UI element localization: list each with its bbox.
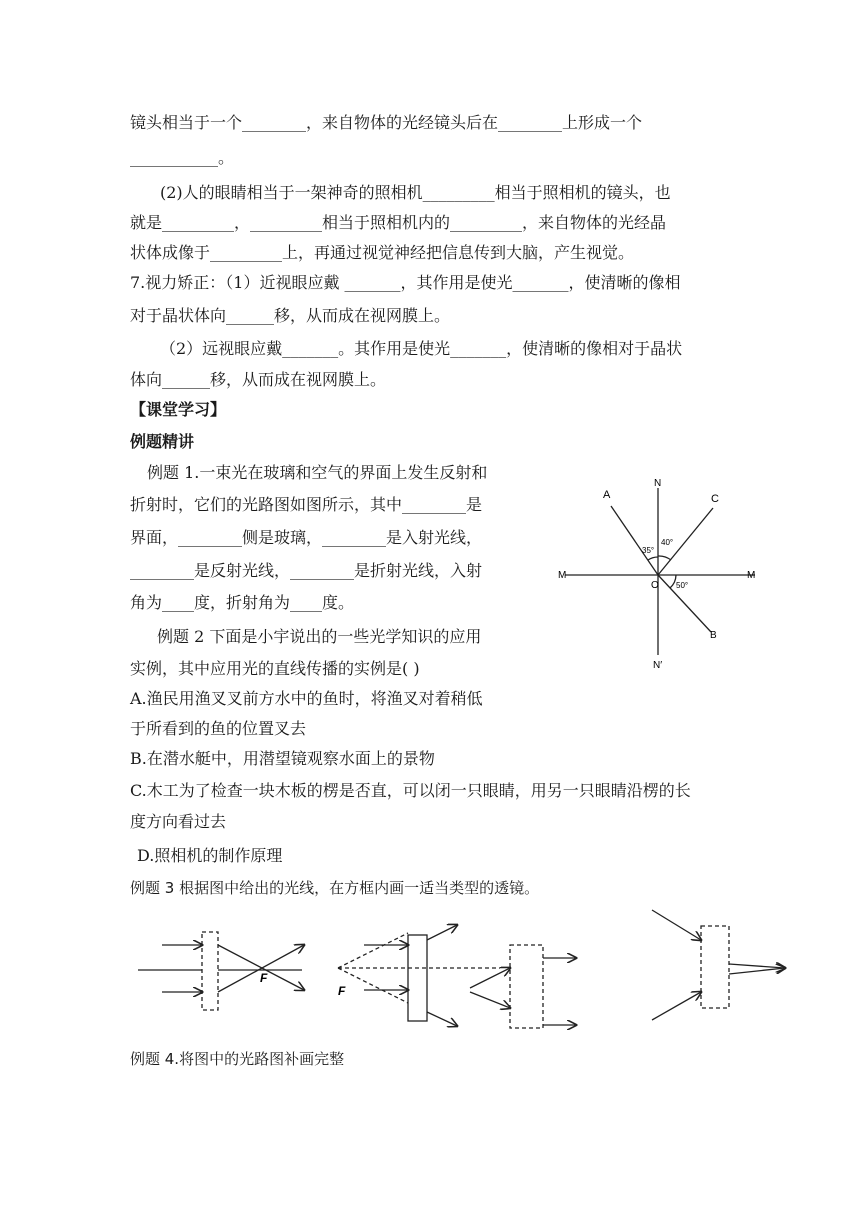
lens-box-4 [701, 926, 729, 1008]
angle-arc [648, 557, 658, 560]
ray [338, 933, 408, 968]
option-c: C.木工为了检查一块木板的楞是否直，可以闭一只眼睛，用另一只眼睛沿楞的长 [130, 781, 691, 800]
incident-ray [611, 506, 658, 575]
text-line: 状体成像于_________上，再通过视觉神经把信息传到大脑，产生视觉。 [130, 243, 635, 262]
ray [338, 968, 408, 1003]
option-d: D.照相机的制作原理 [137, 846, 283, 865]
label-m-left: M [558, 570, 567, 581]
text-line: (2)人的眼睛相当于一架神奇的照相机_________相当于照相机的镜头，也 [160, 183, 671, 202]
section-heading: 【课堂学习】 [130, 400, 227, 419]
text-line: 界面，________侧是玻璃，________是入射光线， [130, 528, 483, 547]
text-line: 例题 2 下面是小宇说出的一些光学知识的应用 [157, 627, 482, 646]
angle-arc [658, 556, 671, 560]
text-line: （2）远视眼应戴_______。其作用是使光_______，使清晰的像相对于晶状 [160, 339, 683, 358]
label-n-prime: N′ [653, 660, 663, 671]
option-a: A.渔民用渔叉叉前方水中的鱼时，将渔叉对着稍低 [130, 689, 483, 708]
label-n: N [654, 478, 662, 489]
angle-label-50: 50° [676, 581, 689, 590]
text-line: 体向______移，从而成在视网膜上。 [130, 370, 387, 389]
ray [470, 992, 510, 1008]
text-line: 实例，其中应用光的直线传播的实例是( ) [130, 659, 420, 678]
text-line: 折射时，它们的光路图如图所示，其中________是 [130, 495, 483, 514]
text-line: 7.视力矫正：（1）近视眼应戴 _______，其作用是使光_______，使清晰的像相 [130, 273, 681, 292]
label-a: A [603, 489, 611, 501]
text-line: 例题 1.一束光在玻璃和空气的界面上发生反射和 [147, 463, 488, 482]
label-c: C [711, 493, 719, 505]
ray [470, 968, 510, 988]
option-a-cont: 于所看到的鱼的位置叉去 [130, 719, 307, 738]
text-line: 例题 4.将图中的光路图补画完整 [130, 1050, 345, 1068]
focus-label: F [260, 971, 268, 985]
option-c-cont: 度方向看过去 [130, 812, 227, 831]
text-line: 镜头相当于一个________，来自物体的光经镜头后在________上形成一个 [130, 113, 643, 132]
ray [652, 992, 701, 1020]
ray [729, 968, 785, 974]
angle-label-35: 35° [642, 546, 655, 555]
text-line: ___________。 [130, 148, 235, 167]
label-m-right: M [747, 570, 756, 581]
ray [427, 925, 457, 940]
angle-label-40: 40° [661, 538, 674, 547]
label-o: O [651, 580, 659, 591]
reflection-refraction-diagram [545, 470, 775, 680]
ray [729, 964, 785, 968]
ray [652, 910, 701, 940]
focus-label: F [338, 984, 346, 998]
lens-box-3 [510, 945, 543, 1028]
lens-box-diagrams [130, 900, 795, 1040]
ray [427, 1012, 457, 1026]
text-line: 角为____度，折射角为____度。 [130, 593, 355, 612]
text-line: 例题 3 根据图中给出的光线，在方框内画一适当类型的透镜。 [130, 879, 540, 897]
text-line: 就是_________，_________相当于照相机内的_________，来自物体的光经晶 [130, 213, 667, 232]
option-b: B.在潜水艇中，用潜望镜观察水面上的景物 [130, 749, 435, 768]
text-line: 对于晶状体向______移，从而成在视网膜上。 [130, 306, 451, 325]
text-line: ________是反射光线，________是折射光线，入射 [130, 561, 483, 580]
label-b: B [710, 630, 717, 641]
lens-box-1 [202, 932, 218, 1010]
subsection-heading: 例题精讲 [130, 432, 195, 451]
lens-box-2 [408, 935, 427, 1021]
